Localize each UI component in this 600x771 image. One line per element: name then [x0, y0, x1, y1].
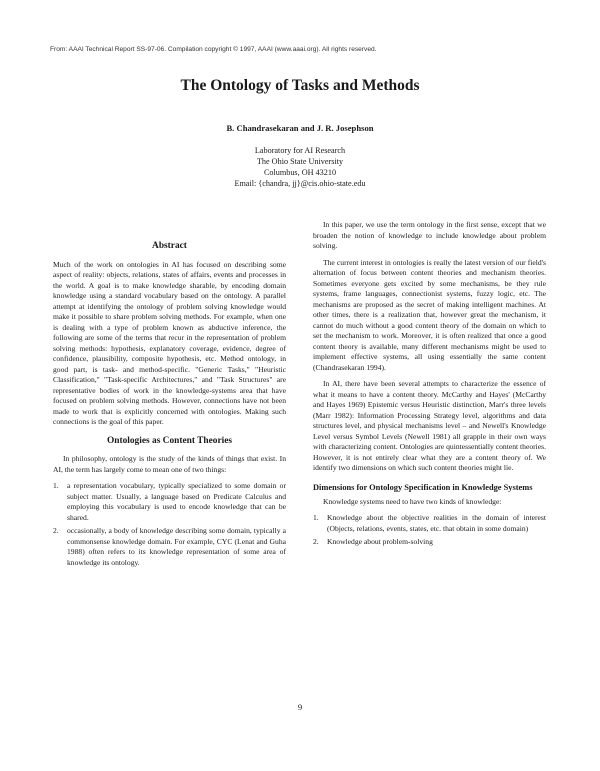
copyright-header: From: AAAI Technical Report SS-97-06. Compilation copyright © 1997, AAAI (www.aaai.org). All rights reserved.: [50, 46, 377, 53]
list-number: 1.: [53, 481, 59, 490]
affiliation-line: The Ohio State University: [256, 157, 344, 166]
affiliation-line: Columbus, OH 43210: [263, 168, 337, 177]
paragraph: In AI, there have been several attempts to characterize the essence of what it means to have a content theory. McCarthy and Hayes' (McCarthy and Hayes 1969) Epistemic versus Heuristic distinction, Marr's three levels (Marr 1982): Information Processing Strategy level, algorithms and data structures level, and physical mechanisms level – and Newell's Knowledge Level versus Symbol Levels (Newell 1981) all grapple in their own ways with characterizing content. Ontologies are quintessentially content theories. However, it is not entirely clear what they are a content theory of. We identify two dimensions on which such content theories might lie.: [313, 379, 546, 472]
affiliation-email: Email: {chandra, jj}@cis.ohio-state.edu: [234, 179, 366, 188]
paper-title: The Ontology of Tasks and Methods: [180, 77, 420, 94]
section-heading-dimensions: Dimensions for Ontology Specification in Knowledge Systems: [313, 482, 533, 492]
paragraph: In this paper, we use the term ontology in the first sense, except that we broaden the notion of knowledge to include knowledge about problem solving.: [313, 220, 546, 250]
left-column: [53, 233, 286, 572]
list-text: Knowledge about the objective realities in the domain of interest (Objects, relations, events, states, etc. that obtain in some domain): [327, 513, 546, 533]
affiliation: [0, 145, 600, 189]
list-item: [313, 537, 546, 548]
abstract-text: Much of the work on ontologies in AI has focused on describing some aspect of reality: objects, relations, states of affairs, events and processes in the world. A goal is to make knowledge sharable, by encoding domain knowledge using a standard vocabulary based on the ontology. A parallel attempt at identifying the ontology of problem solving knowledge would make it possible to share problem solving methods. For example, when one is dealing with a type of problem known as abductive inference, the following are some of the terms that recur in the representation of problem solving methods: hypothesis, explanatory coverage, evidence, degree of confidence, plausibility, composite hypothesis, etc. Method ontology, in good part, is task- and method-specific. "Generic Tasks," "Heuristic Classification," "Task-specific Architectures," and "Task Structures" are representative bodies of work in the knowledge-systems area that have focused on problem solving methods. However, connections have not been made to work that is explicitly concerned with ontologies. Making such connections is the goal of this paper.: [53, 259, 286, 426]
knowledge-list: [313, 513, 546, 548]
paragraph: The current interest in ontologies is really the latest version of our field's alternation of focus between content theories and mechanism theories. Sometimes everyone gets excited by some mechanisms, be they rule systems, frame languages, connectionist systems, fuzzy logic, etc. The mechanisms are proposed as the secret of making intelligent machines. At other times, there is a realization that, however great the mechanism, it cannot do much without a good content theory of the domain on which to set the mechanism to work. Moreover, it is often realized that once a good content theory is available, many different mechanisms might be used to implement effective systems, all using essentially the same content (Chandrasekaran 1994).: [313, 257, 546, 372]
section-heading-ontologies: Ontologies as Content Theories: [106, 435, 233, 446]
list-text: a representation vocabulary, typically specialized to some domain or subject matter. Usually, a language based on Predicate Calculus and employing this vocabulary is used to encode knowledge that can be shared.: [67, 481, 286, 522]
list-number: 2.: [313, 537, 319, 546]
section-intro: In philosophy, ontology is the study of the kinds of things that exist. In AI, the term has largely come to mean one of two things:: [53, 454, 286, 474]
page-number: 9: [297, 702, 303, 712]
list-number: 1.: [313, 513, 319, 522]
authors: B. Chandrasekaran and J. R. Josephson: [226, 123, 374, 133]
list-item: [313, 513, 546, 534]
list-item: [53, 481, 286, 523]
affiliation-line: Laboratory for AI Research: [254, 146, 346, 155]
right-column: [313, 220, 546, 552]
list-text: occasionally, a body of knowledge describing some domain, typically a commonsense knowledge domain. For example, CYC (Lenat and Guha 1988) often refers to its knowledge representation of some area of knowledge its ontology.: [67, 526, 286, 567]
content-list: [53, 481, 286, 568]
list-text: Knowledge about problem-solving: [327, 537, 433, 546]
abstract-heading: Abstract: [152, 241, 187, 251]
paragraph: Knowledge systems need to have two kinds of knowledge:: [323, 496, 502, 506]
list-item: [53, 526, 286, 568]
list-number: 2.: [53, 526, 59, 535]
